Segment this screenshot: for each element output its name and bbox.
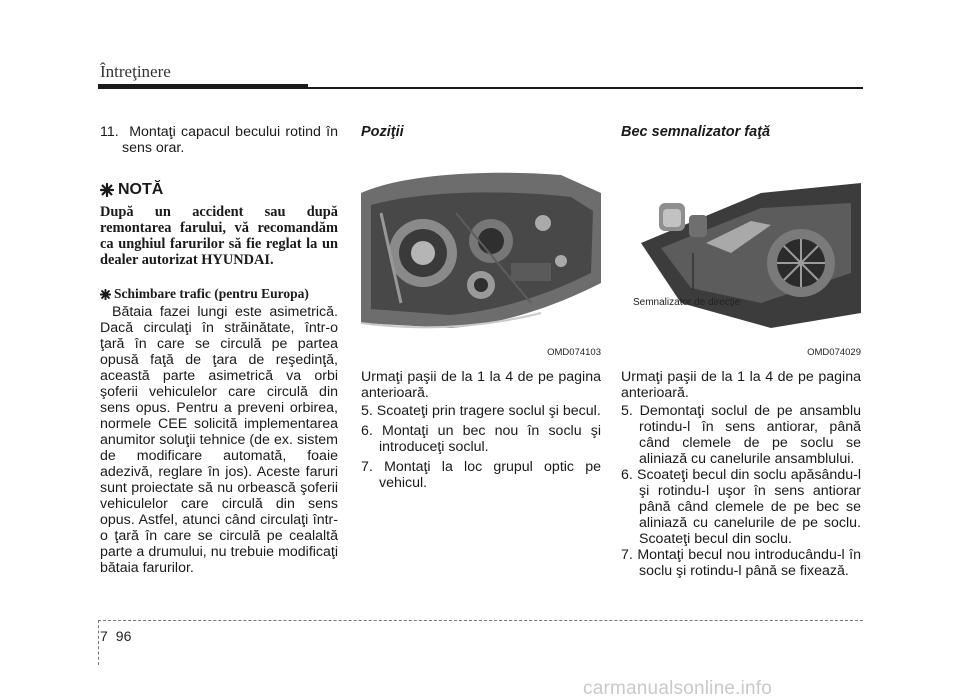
note-star-icon <box>100 183 114 197</box>
turn-signal-illustration <box>621 153 861 343</box>
step-5 <box>621 403 861 467</box>
figure-code: OMD074029 <box>807 347 861 358</box>
intro-text: Urmaţi paşii de la 1 la 4 de pe pagina anterioară. <box>621 369 861 401</box>
step-number: 7. <box>361 459 373 475</box>
step-7 <box>361 459 601 491</box>
step-text: Scoateţi prin tragere soclul şi becul. <box>376 403 601 419</box>
step-number: 11. <box>100 124 119 140</box>
header-rule-thick <box>98 84 308 89</box>
note-title: NOTĂ <box>118 181 164 198</box>
traffic-change-title: Schimbare trafic (pentru Europa) <box>114 286 309 301</box>
section-title-front-turn-signal: Bec semnalizator faţă <box>621 124 771 140</box>
step-text: Montaţi capacul becului rotind în sens orar. <box>122 124 338 156</box>
step-text: Scoateţi becul din soclu apăsându-l şi rotindu-l uşor în sens antiorar până când clemele de pe bec se aliniază cu canelurile de pe soclu. Scoateţi becul din soclu. <box>636 467 861 547</box>
traffic-change-heading <box>100 286 338 302</box>
step-number: 6. <box>361 423 373 439</box>
headlamp-rear-illustration <box>361 153 601 343</box>
chapter-number: 7 <box>100 628 108 644</box>
turn-signal-label: Semnalizator de direcţie <box>633 297 741 308</box>
column-right <box>621 124 861 579</box>
step-number: 6. <box>621 467 633 483</box>
watermark: carmanualsonline.info <box>583 678 773 699</box>
page-number <box>100 628 139 644</box>
step-6 <box>361 423 601 455</box>
step-number: 7. <box>621 547 633 563</box>
step-5 <box>361 403 601 419</box>
header-rule-thin <box>308 87 863 89</box>
footer-vertical-rule <box>98 620 99 665</box>
step-6 <box>621 467 861 547</box>
note-heading <box>100 182 338 198</box>
note-star-icon <box>100 289 111 300</box>
page-header-title: Întreţinere <box>100 62 171 81</box>
step-11 <box>100 124 338 156</box>
note-text: După un accident sau după remontarea farului, vă recomandăm ca unghiul farurilor să fie reglat la un dealer autorizat HYUNDAI. <box>100 204 338 268</box>
section-title-positions: Poziţii <box>361 124 404 140</box>
figure-code: OMD074103 <box>547 347 601 358</box>
step-7 <box>621 547 861 579</box>
step-number: 5. <box>361 403 373 419</box>
page-number-value: 96 <box>115 628 132 644</box>
step-text: Montaţi becul nou introducându-l în soclu şi rotindu-l până se fixează. <box>637 547 861 579</box>
step-text: Demontaţi soclul de pe ansamblu rotindu-l în sens antiorar, până când clemele de pe soclu se aliniază cu canelurile ansamblului. <box>639 403 861 467</box>
intro-text: Urmaţi paşii de la 1 la 4 de pe pagina anterioară. <box>361 369 601 401</box>
footer-rule <box>98 620 863 621</box>
turn-signal-image <box>621 153 861 343</box>
headlamp-rear-image <box>361 153 601 343</box>
traffic-change-text: Bătaia fazei lungi este asimetrică. Dacă circulaţi în străinătate, într-o ţară în care se circulă pe partea opusă faţă de ţara de reşedinţă, această parte asimetrică va orbi şoferii vehiculelor care circulă din sens opus. Pentru a preveni orbirea, normele CEE solicită implementarea anumitor soluţii tehnice (de ex. sistem de modificare automată, foaie adezivă, reglare în jos). Aceste faruri sunt proiectate să nu orbească şoferii vehiculelor care circulă din sens opus. Astfel, atunci când circulaţi într-o ţară în care se circulă pe cealaltă parte a drumului, nu trebuie modificaţi bătaia farurilor. <box>100 304 338 576</box>
column-left <box>100 124 338 576</box>
step-text: Montaţi un bec nou în soclu şi introduceţi soclul. <box>379 423 601 455</box>
column-middle <box>361 124 601 491</box>
step-number: 5. <box>621 403 633 419</box>
step-text: Montaţi la loc grupul optic pe vehicul. <box>379 459 601 491</box>
